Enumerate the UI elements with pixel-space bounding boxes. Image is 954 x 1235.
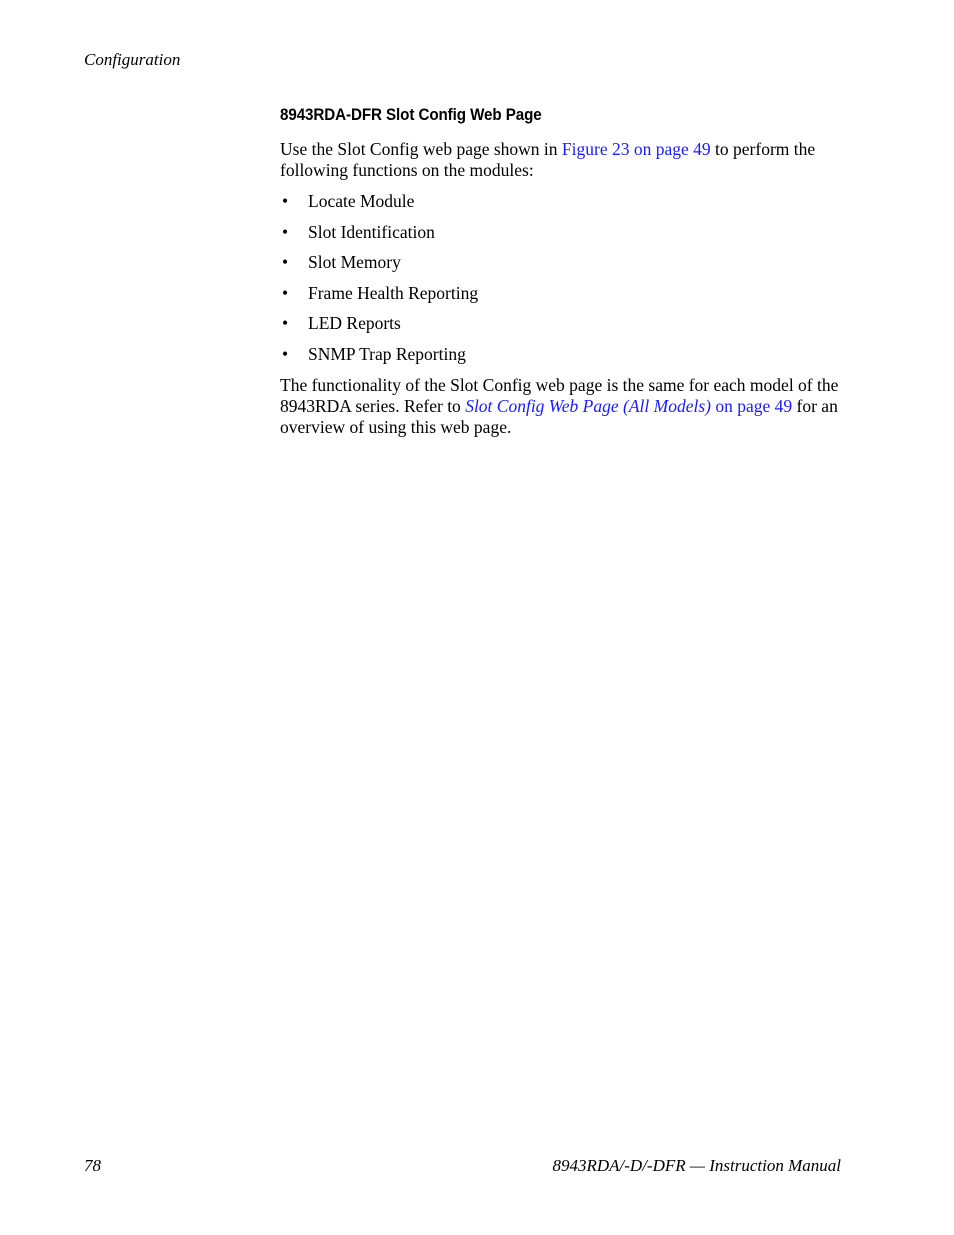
page-number: 78: [84, 1156, 101, 1175]
closing-text-after: for an overview of using this web page.: [280, 396, 838, 437]
bullet-icon: •: [282, 221, 289, 242]
bullet-icon: •: [282, 313, 289, 333]
list-item-label: Slot Identification: [308, 221, 435, 242]
section-heading: 8943RDA-DFR Slot Config Web Page: [280, 106, 542, 124]
list-item: [280, 344, 845, 375]
intro-text-before: Use the Slot Config web page shown in: [280, 139, 562, 159]
list-item: [280, 283, 845, 314]
main-content: [280, 106, 845, 438]
list-item-label: Locate Module: [308, 191, 415, 211]
list-item-label: Slot Memory: [308, 252, 401, 272]
slot-config-web-page-link[interactable]: Slot Config Web Page (All Models): [465, 396, 711, 416]
list-item: [280, 191, 845, 222]
running-header: Configuration: [84, 50, 181, 69]
closing-text-before: The functionality of the Slot Config web page is the same for each model of the 8943RDA series. Refer to: [280, 375, 839, 416]
bullet-icon: •: [282, 343, 289, 364]
closing-paragraph: [280, 375, 845, 438]
list-item: [280, 313, 845, 344]
list-item: [280, 252, 845, 283]
bullet-icon: •: [282, 282, 289, 303]
figure-23-link[interactable]: Figure 23 on page 49: [561, 139, 711, 159]
page-49-link[interactable]: on page 49: [710, 396, 793, 416]
intro-paragraph: [280, 139, 845, 181]
list-item-label: Frame Health Reporting: [308, 282, 479, 303]
bullet-icon: •: [282, 252, 289, 272]
functions-list: [280, 191, 845, 374]
list-item-label: SNMP Trap Reporting: [308, 343, 466, 364]
bullet-icon: •: [282, 191, 289, 211]
manual-title: 8943RDA/-D/-DFR — Instruction Manual: [552, 1156, 841, 1175]
list-item: [280, 222, 845, 253]
intro-text-after: to perform the following functions on the modules:: [280, 139, 816, 180]
list-item-label: LED Reports: [308, 313, 401, 333]
